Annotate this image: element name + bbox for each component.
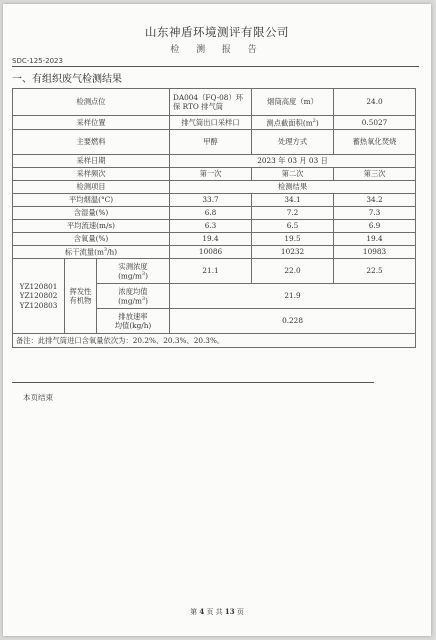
section-area-label: 测点截面积$(m^2)$ <box>252 116 334 130</box>
table-cell: 19.4 <box>170 233 252 246</box>
sample-ids <box>13 259 65 334</box>
header-divider <box>12 66 419 67</box>
table-row <box>13 207 416 220</box>
table-cell: 19.5 <box>252 233 334 246</box>
table-cell: 22.5 <box>334 259 416 284</box>
table-cell: 6.9 <box>334 220 416 233</box>
table-row <box>13 168 416 181</box>
table-cell: 10232 <box>252 246 334 259</box>
stack-height-value: 24.0 <box>334 89 416 116</box>
section-area-value: 0.5027 <box>334 116 416 130</box>
report-subtitle: 检 测 报 告 <box>170 45 264 55</box>
emission-rate-label: 排放速率 均值(kg/h) <box>97 309 170 334</box>
frequency-2: 第二次 <box>252 168 334 181</box>
sampling-date-label: 采样日期 <box>13 155 170 168</box>
frequency-1: 第一次 <box>170 168 252 181</box>
page-number: 第 4 页 共 13 页 <box>190 607 244 616</box>
table-cell: 34.2 <box>334 194 416 207</box>
table-row <box>13 194 416 207</box>
sample-id: YZ120802 <box>19 291 58 301</box>
table-cell: 22.0 <box>252 259 334 284</box>
frequency-label: 采样频次 <box>13 168 170 181</box>
document-number: SDC-125-2023 <box>12 57 63 65</box>
table-cell: 6.5 <box>252 220 334 233</box>
treatment-label: 处理方式 <box>252 130 334 155</box>
report-page <box>3 4 431 636</box>
table-row <box>13 116 416 130</box>
test-result-label: 检测结果 <box>170 181 416 194</box>
fuel-value: 甲醇 <box>170 130 252 155</box>
table-cell: 10086 <box>170 246 252 259</box>
pollutant-name: 挥发性 有机物 <box>65 259 97 334</box>
sample-id: YZ120801 <box>19 282 58 292</box>
row-label: 含湿量(%) <box>13 207 170 220</box>
table-cell: 7.3 <box>334 207 416 220</box>
row-label: 标干流量$(m^3/h)$ <box>13 246 170 259</box>
table-cell: 19.4 <box>334 233 416 246</box>
row-label: 平均烟温(°C) <box>13 194 170 207</box>
table-cell: 6.3 <box>170 220 252 233</box>
measured-conc-label: 实测浓度 $(mg/m^3)$ <box>97 259 170 284</box>
table-cell: 10983 <box>334 246 416 259</box>
sampling-date-value: 2023 年 03 月 03 日 <box>170 155 416 168</box>
table-row <box>13 220 416 233</box>
table-cell: 7.2 <box>252 207 334 220</box>
table-row <box>13 246 416 259</box>
table-row <box>13 259 416 284</box>
table-row <box>13 233 416 246</box>
table-row <box>13 130 416 155</box>
mean-conc-value: 21.9 <box>170 284 416 309</box>
stack-height-label: 烟筒高度（m） <box>252 89 334 116</box>
row-label: 平均流速(m/s) <box>13 220 170 233</box>
table-row <box>13 89 416 116</box>
table-cell: 33.7 <box>170 194 252 207</box>
page-end-note: 本页结束 <box>23 393 53 402</box>
sampling-location-value: 排气筒出口采样口 <box>170 116 252 130</box>
table-cell: 34.1 <box>252 194 334 207</box>
mean-conc-label: 浓度均值 $(mg/m^3)$ <box>97 284 170 309</box>
point-label: 检测点位 <box>13 89 170 116</box>
table-cell: 21.1 <box>170 259 252 284</box>
fuel-label: 主要燃料 <box>13 130 170 155</box>
table-row <box>13 334 416 348</box>
row-label: 含氧量(%) <box>13 233 170 246</box>
company-name: 山东神盾环境测评有限公司 <box>145 25 289 39</box>
table-row <box>13 181 416 194</box>
emission-rate-value: 0.228 <box>170 309 416 334</box>
section-title: 一、有组织废气检测结果 <box>12 74 122 85</box>
test-item-label: 检测项目 <box>13 181 170 194</box>
table-remark: 备注：此排气筒进口含氧量依次为：20.2%、20.3%、20.3%。 <box>13 334 416 348</box>
treatment-value: 蓄热氧化焚烧 <box>334 130 416 155</box>
table-row <box>13 155 416 168</box>
waste-gas-results-table <box>12 88 416 348</box>
end-divider <box>12 382 374 383</box>
frequency-3: 第三次 <box>334 168 416 181</box>
sampling-location-label: 采样位置 <box>13 116 170 130</box>
sample-id: YZ120803 <box>19 300 58 310</box>
table-cell: 6.8 <box>170 207 252 220</box>
point-value: DA004（FQ-08）环保 RTO 排气筒 <box>170 89 252 116</box>
